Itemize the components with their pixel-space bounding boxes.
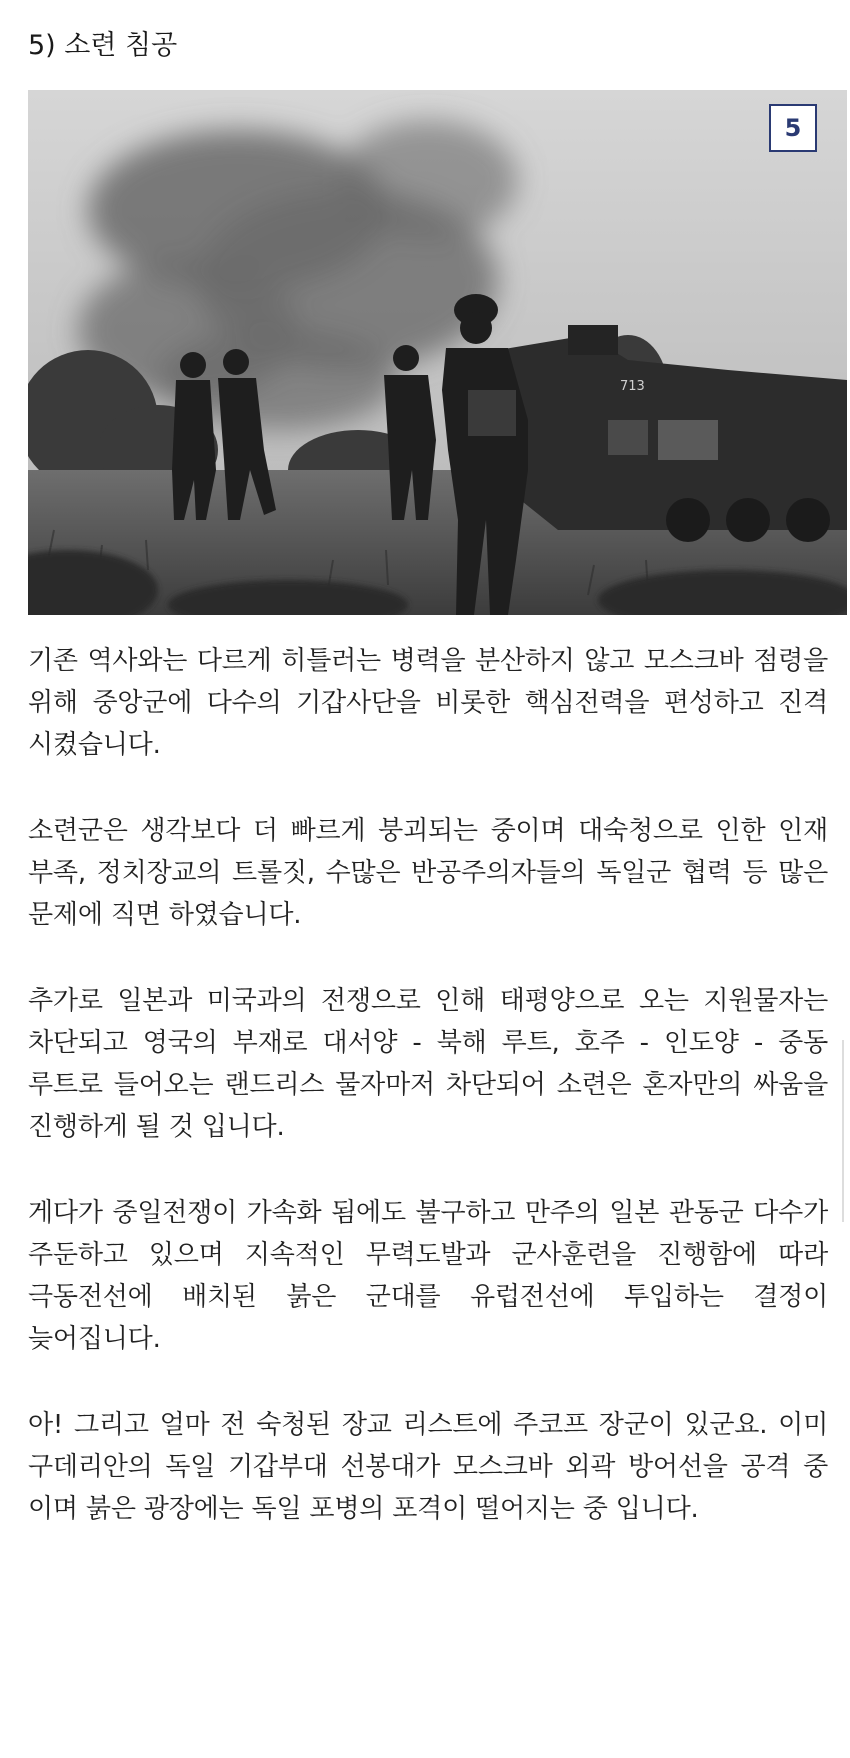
paragraph: 추가로 일본과 미국과의 전쟁으로 인해 태평양으로 오는 지원물자는 차단되고 영국의 부재로 대서양 - 북해 루트, 호주 - 인도양 - 중동 루트로 들어오는 랜드리스 물자마저 차단되어 소련은 혼자만의 싸움을 진행하게 될 것 입니다. xyxy=(28,986,828,1142)
photo-illustration xyxy=(28,90,847,615)
vehicle-marking: 713 xyxy=(620,379,645,394)
scroll-indicator xyxy=(842,1040,844,1222)
paragraph: 아! 그리고 얼마 전 숙청된 장교 리스트에 주코프 장군이 있군요. 이미 구데리안의 독일 기갑부대 선봉대가 모스크바 외곽 방어선을 공격 중 이며 붉은 광장에는 독일 포병의 포격이 떨어지는 중 입니다. xyxy=(28,1410,828,1524)
article-body xyxy=(28,640,828,1530)
paragraph: 소련군은 생각보다 더 빠르게 붕괴되는 중이며 대숙청으로 인한 인재 부족, 정치장교의 트롤짓, 수많은 반공주의자들의 독일군 협력 등 많은 문제에 직면 하였습니다. xyxy=(28,816,828,930)
paragraph: 기존 역사와는 다르게 히틀러는 병력을 분산하지 않고 모스크바 점령을 위해 중앙군에 다수의 기갑사단을 비롯한 핵심전력을 편성하고 진격 시켰습니다. xyxy=(28,646,828,760)
section-heading: 5) 소련 침공 xyxy=(28,30,178,61)
historical-photo xyxy=(28,90,847,615)
image-number-badge: 5 xyxy=(769,104,817,152)
paragraph: 게다가 중일전쟁이 가속화 됨에도 불구하고 만주의 일본 관동군 다수가 주둔하고 있으며 지속적인 무력도발과 군사훈련을 진행함에 따라 극동전선에 배치된 붉은 군대를 유럽전선에 투입하는 결정이 늦어집니다. xyxy=(28,1198,828,1354)
